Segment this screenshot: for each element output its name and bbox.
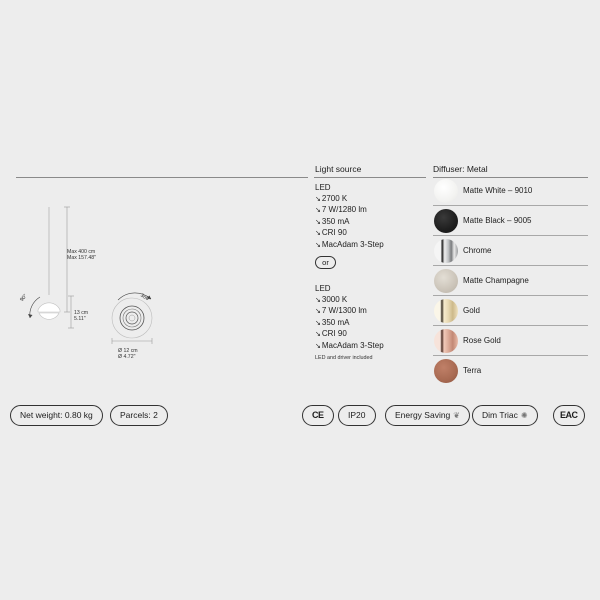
arrow-icon: ↘ — [315, 319, 321, 327]
pendant-drawing — [10, 195, 310, 375]
arrow-icon: ↘ — [315, 207, 321, 215]
spec-line: ↘350 mA — [315, 317, 350, 327]
finish-terra[interactable] — [433, 356, 588, 386]
arrow-icon: ↘ — [315, 230, 321, 238]
dim-triac-pill — [472, 405, 538, 426]
spec-line: ↘7 W/1280 lm — [315, 205, 367, 215]
leaf-icon: ❦ — [453, 411, 460, 420]
ce-badge — [302, 405, 334, 426]
spec-line: ↘CRI 90 — [315, 329, 347, 339]
spec-line: ↘3000 K — [315, 294, 348, 304]
eac-mark: EAC — [560, 410, 578, 420]
height-cm: 13 cm — [74, 310, 89, 316]
ip-rating-pill: IP20 — [338, 405, 376, 426]
led-title: LED — [315, 284, 331, 293]
spec-line: ↘2700 K — [315, 193, 348, 203]
left-top-rule — [16, 177, 308, 178]
finish-gold[interactable] — [433, 296, 588, 326]
diameter-cm: Ø 12 cm — [118, 348, 138, 354]
dim-triac-label: Dim Triac — [482, 410, 518, 420]
finish-matte-champagne[interactable] — [433, 266, 588, 296]
spec-line: ↘MacAdam 3-Step — [315, 239, 384, 249]
swatch-chrome — [434, 239, 458, 263]
finish-matte-white[interactable] — [433, 176, 588, 206]
arrow-icon: ↘ — [315, 296, 321, 304]
finish-matte-black[interactable] — [433, 206, 588, 236]
swatch-matte-champagne — [434, 269, 458, 293]
rotate-label: 360° — [139, 292, 152, 304]
swatch-rose-gold — [434, 329, 458, 353]
height-in: 5.11" — [74, 316, 86, 322]
finish-label: Chrome — [463, 246, 492, 255]
swatch-matte-black — [434, 209, 458, 233]
spec-line: ↘350 mA — [315, 216, 350, 226]
or-pill: or — [315, 256, 336, 269]
arrow-icon: ↘ — [315, 218, 321, 226]
eac-badge — [553, 405, 585, 426]
light-option-1 — [315, 183, 384, 252]
finish-label: Matte Champagne — [463, 276, 529, 285]
cable-length-cm: Max 400 cm — [67, 249, 96, 255]
arrow-icon: ↘ — [315, 342, 321, 350]
cable-length-in: Max 157.48" — [67, 255, 96, 261]
arrow-icon: ↘ — [315, 308, 321, 316]
driver-note: LED and driver included — [315, 355, 373, 361]
arrow-icon: ↘ — [315, 331, 321, 339]
diffuser-header: Diffuser: Metal — [433, 164, 488, 174]
led-title: LED — [315, 183, 331, 192]
finish-label: Matte White – 9010 — [463, 186, 533, 195]
parcels-pill: Parcels: 2 — [110, 405, 168, 426]
dimmer-icon: ✺ — [520, 411, 528, 420]
spec-line: ↘7 W/1300 lm — [315, 306, 367, 316]
finish-label: Matte Black – 9005 — [463, 216, 532, 225]
finish-label: Terra — [463, 366, 482, 375]
energy-saving-label: Energy Saving — [395, 410, 451, 420]
ce-mark: CE — [312, 410, 324, 420]
light-source-header: Light source — [315, 164, 362, 174]
net-weight-pill: Net weight: 0.80 kg — [10, 405, 103, 426]
finish-rose-gold[interactable] — [433, 326, 588, 356]
swatch-gold — [434, 299, 458, 323]
swatch-terra — [434, 359, 458, 383]
energy-saving-pill — [385, 405, 470, 426]
light-source-rule — [314, 177, 426, 178]
swatch-matte-white — [434, 179, 458, 203]
arrow-icon: ↘ — [315, 241, 321, 249]
light-option-2 — [315, 284, 384, 353]
finish-label: Gold — [463, 306, 480, 315]
finish-chrome[interactable] — [433, 236, 588, 266]
finish-label: Rose Gold — [463, 336, 501, 345]
tilt-label: 90° — [19, 293, 29, 303]
spec-line: ↘CRI 90 — [315, 228, 347, 238]
diameter-in: Ø 4.72" — [118, 354, 136, 360]
arrow-icon: ↘ — [315, 195, 321, 203]
spec-line: ↘MacAdam 3-Step — [315, 340, 384, 350]
